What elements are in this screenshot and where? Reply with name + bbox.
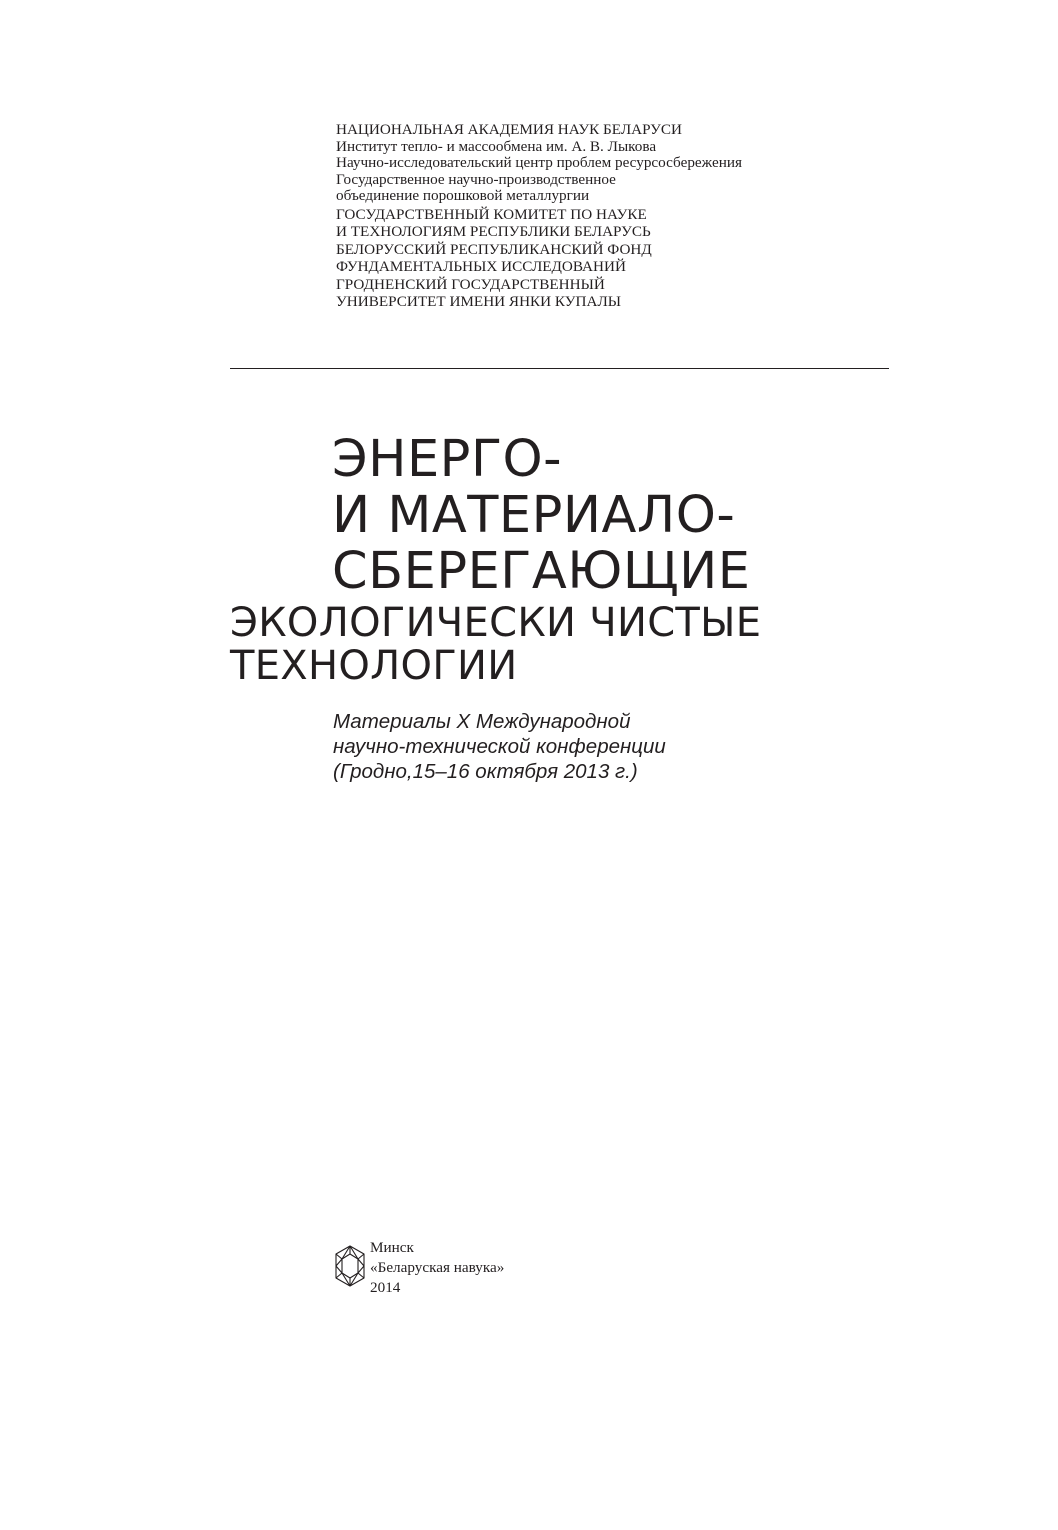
publisher-imprint xyxy=(333,1238,504,1298)
title-line: И МАТЕРИАЛО- xyxy=(332,486,736,545)
org-line: Научно-исследовательский центр проблем ресурсосбережения xyxy=(336,154,742,172)
org-group-academy xyxy=(336,122,896,205)
org-line: Государственное научно-производственное xyxy=(336,170,616,188)
org-line: БЕЛОРУССКИЙ РЕСПУБЛИКАНСКИЙ ФОНД xyxy=(336,241,652,259)
conference-materials-note xyxy=(333,709,666,784)
org-line: И ТЕХНОЛОГИЯМ РЕСПУБЛИКИ БЕЛАРУСЬ xyxy=(336,222,651,240)
org-group-university xyxy=(336,277,896,310)
title-line: ЭНЕРГО- xyxy=(332,430,563,489)
org-line: ГОСУДАРСТВЕННЫЙ КОМИТЕТ ПО НАУКЕ xyxy=(336,205,647,223)
org-line: ГРОДНЕНСКИЙ ГОСУДАРСТВЕННЫЙ xyxy=(336,276,605,294)
org-line: НАЦИОНАЛЬНАЯ АКАДЕМИЯ НАУК БЕЛАРУСИ xyxy=(336,121,683,138)
materials-line: Материалы X Международной xyxy=(333,710,631,733)
org-line: Институт тепло- и массообмена им. А. В. Лыкова xyxy=(336,137,657,155)
geometric-polyhedron-icon xyxy=(333,1244,367,1288)
title-line: СБЕРЕГАЮЩИЕ xyxy=(332,542,751,601)
org-group-state-committee xyxy=(336,207,896,240)
subtitle-line: ЭКОЛОГИЧЕСКИ ЧИСТЫЕ xyxy=(230,600,762,646)
page-title xyxy=(332,432,751,600)
publisher-city: Минск xyxy=(370,1239,414,1256)
org-line: УНИВЕРСИТЕТ ИМЕНИ ЯНКИ КУПАЛЫ xyxy=(336,292,621,310)
publisher-text xyxy=(370,1238,504,1298)
subtitle-line: ТЕХНОЛОГИИ xyxy=(230,643,518,689)
materials-line: (Гродно,15–16 октября 2013 г.) xyxy=(333,760,638,783)
publisher-year: 2014 xyxy=(370,1279,401,1296)
page-subtitle xyxy=(230,602,761,688)
publisher-name: «Беларуская навука» xyxy=(370,1259,505,1276)
horizontal-divider xyxy=(230,368,889,369)
organizations-block xyxy=(336,122,896,313)
org-group-foundation xyxy=(336,242,896,275)
org-line: ФУНДАМЕНТАЛЬНЫХ ИССЛЕДОВАНИЙ xyxy=(336,257,626,275)
org-line: объединение порошковой металлургии xyxy=(336,187,590,205)
materials-line: научно-технической конференции xyxy=(333,735,666,758)
